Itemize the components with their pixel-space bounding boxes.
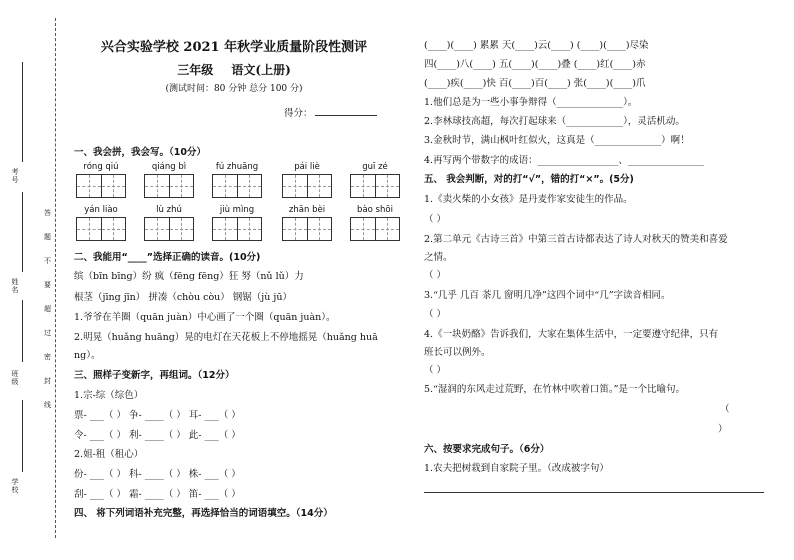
seal-char: 线 — [44, 401, 51, 409]
seal-char: 过 — [44, 329, 51, 337]
section2-line[interactable]: 1.爷爷在羊圈（quān juàn）中心画了一个圈（quān juàn）。 — [74, 312, 336, 323]
section4-heading: 四、 将下列词语补充完整，再选择恰当的词语填空。（14分） — [74, 508, 333, 519]
judge-item-cont: 班长可以例外。 — [424, 347, 491, 358]
section6-question: 1.农夫把树栽到自家院子里。（改成被字句） — [424, 463, 609, 474]
judge-answer[interactable]: （ ） — [424, 365, 447, 376]
pinyin-label: bào shōi — [357, 205, 393, 215]
section3-row[interactable]: 份- ___（ ） 科- ____（ ） 株- ___（ ） — [74, 469, 241, 480]
pinyin-label: fú zhuāng — [215, 162, 259, 172]
seal-char: 超 — [44, 305, 51, 313]
writing-boxes[interactable] — [76, 217, 126, 241]
judge-item: 3.“几乎 几百 茶几 窗明几净”这四个词中“几”字读音相同。 — [424, 290, 671, 301]
seal-dashed-line — [55, 18, 56, 538]
seal-char: 不 — [44, 257, 51, 265]
judge-item: 4.《一块奶酪》告诉我们，大家在集体生活中，一定要遵守纪律，只有 — [424, 329, 719, 340]
pinyin-item[interactable] — [142, 205, 196, 241]
pinyin-label: zhān bèi — [288, 205, 326, 215]
section3-row[interactable]: 刮- ___（ ） 霜- ____（ ） 笛- ___（ ） — [74, 489, 241, 500]
section4-words[interactable]: 四(____)八(____) 五(____)(____)叠 (____)红(____)赤 — [424, 59, 646, 70]
exam-no-line — [22, 62, 23, 162]
judge-item: 1.《卖火柴的小女孩》是丹麦作家安徒生的作品。 — [424, 194, 633, 205]
seal-char: 封 — [44, 377, 51, 385]
seal-char: 题 — [44, 233, 51, 241]
pinyin-item[interactable] — [348, 162, 402, 198]
section2-line[interactable]: ng）。 — [74, 350, 101, 361]
score-field[interactable] — [284, 108, 377, 119]
section4-question[interactable]: 2.李林球技高超，每次打起球来（____________），灵活机动。 — [424, 116, 685, 127]
seal-char: 密 — [44, 353, 51, 361]
pinyin-item[interactable] — [142, 162, 196, 198]
section2-line[interactable]: 根茎（jīng jīn） 拼凑（chòu còu） 钢锯（jù jū） — [74, 292, 292, 303]
section4-question[interactable]: 4.再写两个带数字的成语：_________________、________________ — [424, 155, 704, 166]
judge-item: 5.“湿润的东风走过荒野，在竹林中吹着口笛。”是一个比喻句。 — [424, 384, 686, 395]
pinyin-label: jiù mìng — [219, 205, 255, 215]
section3-example: 1.宗-综（综色） — [74, 390, 144, 401]
judge-answer[interactable]: （ ） — [424, 214, 447, 225]
judge-answer-open[interactable]: （ — [720, 404, 730, 415]
score-blank[interactable] — [315, 115, 377, 116]
section4-words[interactable]: (____)(____) 累累 天(____)云(____) (____)(____)尽染 — [424, 40, 649, 51]
judge-answer[interactable]: （ ） — [424, 270, 447, 281]
section4-question[interactable]: 1.他们总是为一些小事争辩得（______________）。 — [424, 97, 638, 108]
pinyin-label: pái liè — [294, 162, 320, 172]
writing-boxes[interactable] — [282, 217, 332, 241]
pinyin-label: lù zhú — [156, 205, 182, 215]
writing-boxes[interactable] — [144, 217, 194, 241]
pinyin-label: guī zé — [362, 162, 388, 172]
exam-info: (测试时间：80 分钟 总分 100 分) — [165, 84, 303, 94]
section1-heading: 一、我会拼，我会写。（10分） — [74, 147, 206, 158]
name-line — [22, 192, 23, 272]
writing-boxes[interactable] — [282, 174, 332, 198]
writing-boxes[interactable] — [350, 217, 400, 241]
exam-subtitle: 三年级 语文(上册) — [177, 63, 291, 77]
judge-answer[interactable]: （ ） — [424, 309, 447, 320]
exam-title: 兴合实验学校 2021 年秋学业质量阶段性测评 — [100, 40, 368, 55]
seal-char: 答 — [44, 209, 51, 217]
class-line — [22, 300, 23, 362]
section5-heading: 五、 我会判断，对的打“√”，错的打“×”。(5分) — [424, 174, 634, 185]
school-label: 学校 — [11, 478, 19, 494]
section3-heading: 三、照样子变新字，再组词。（12分） — [74, 370, 235, 381]
judge-item: 2.第二单元《古诗三首》中第三首古诗都表达了诗人对秋天的赞美和喜爱 — [424, 234, 728, 245]
answer-line[interactable] — [424, 492, 764, 493]
pinyin-label: qiáng bì — [151, 162, 187, 172]
pinyin-item[interactable] — [280, 205, 334, 241]
judge-item-cont: 之情。 — [424, 252, 453, 263]
pinyin-item[interactable] — [74, 205, 128, 241]
writing-boxes[interactable] — [350, 174, 400, 198]
pinyin-label: yán liào — [84, 205, 118, 215]
section4-words[interactable]: (____)疾(____)快 百(____)百(____) 张(____)(____)爪 — [424, 78, 646, 89]
pinyin-label: róng qiú — [83, 162, 119, 172]
section3-row[interactable]: 票- ___（ ） 争- ____（ ） 耳- ___（ ） — [74, 410, 241, 421]
section6-heading: 六、按要求完成句子。（6分） — [424, 444, 550, 455]
section3-example: 2.姐-租（租心） — [74, 449, 144, 460]
score-label: 得分： — [284, 108, 313, 119]
pinyin-item[interactable] — [74, 162, 128, 198]
exam-no-label: 考号 — [11, 168, 19, 184]
school-line — [22, 400, 23, 472]
pinyin-item[interactable] — [280, 162, 334, 198]
writing-boxes[interactable] — [144, 174, 194, 198]
section2-line[interactable]: 2.明晃（huǎng huāng）晃的电灯在天花板上不停地摇晃（huǎng huā — [74, 332, 378, 343]
section2-heading: 二、我能用“____”选择正确的读音。(10分) — [74, 252, 261, 263]
writing-boxes[interactable] — [212, 174, 262, 198]
binding-margin — [0, 0, 62, 560]
section3-row[interactable]: 令- ___（ ） 利- ____（ ） 此- ___（ ） — [74, 430, 241, 441]
name-label: 姓名 — [11, 278, 19, 294]
section2-line[interactable]: 缤（bīn bīng）纷 疯（fēng fēng）狂 努（nǔ lǔ）力 — [74, 271, 304, 282]
writing-boxes[interactable] — [76, 174, 126, 198]
pinyin-item[interactable] — [210, 205, 264, 241]
section4-question[interactable]: 3.金秋时节，满山枫叶红似火，这真是（______________）啊！ — [424, 135, 690, 146]
seal-char: 要 — [44, 281, 51, 289]
class-label: 班级 — [11, 370, 19, 386]
pinyin-item[interactable] — [348, 205, 402, 241]
writing-boxes[interactable] — [212, 217, 262, 241]
judge-answer-close[interactable]: ） — [718, 424, 728, 435]
pinyin-item[interactable] — [210, 162, 264, 198]
